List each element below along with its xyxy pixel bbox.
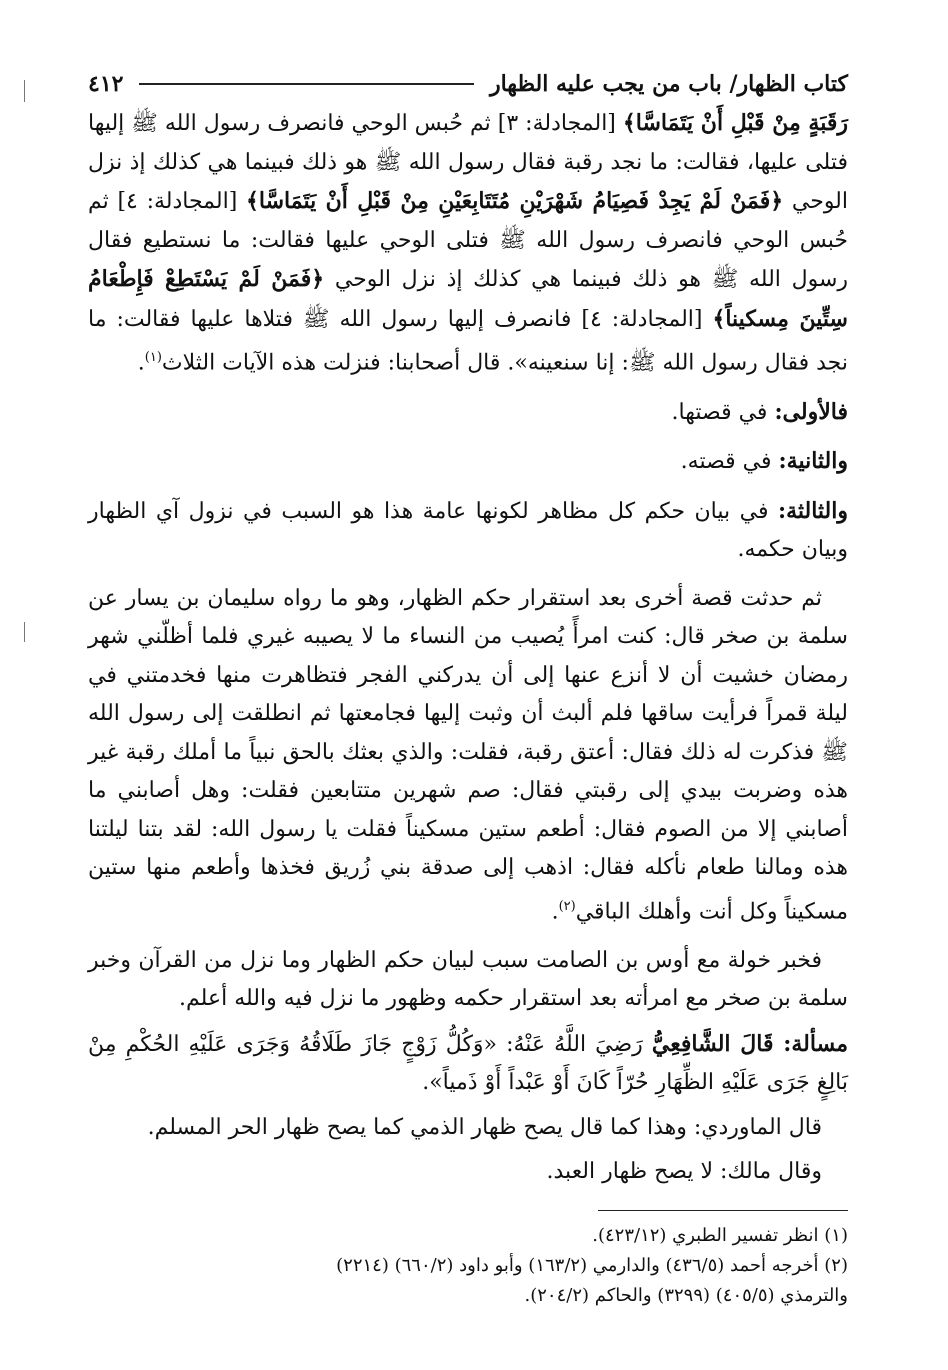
footnotes [88,1221,848,1311]
quran-quote-2: ﴿فَمَنْ لَمْ يَجِدْ فَصِيَامُ شَهْرَيْنِ مُتَتَابِعَيْنِ مِنْ قَبْلِ أَنْ يَتَمَاسَّا﴾ [246,188,784,214]
paragraph-salama-story [88,580,848,932]
paragraph-summary [88,942,848,1019]
margin-mark-middle [24,622,25,642]
running-title: كتاب الظهار/ باب من يجب عليه الظهار [489,71,848,97]
masala-text: رَضِيَ اللَّهُ عَنْهُ: «وَكُلُّ زَوْجٍ جَازَ طَلَاقُهُ وَجَرَى عَلَيْهِ الحُكْمِ مِنْ بَالِغٍ جَرَى عَلَيْهِ الظِّهَارِ حُرّاً كَانَ أَوْ عَبْداً أَوْ ذَمياً». [88,1031,848,1096]
paragraph-1-text-c: [المجادلة: ٤] فانصرف إليها رسول الله ﷺ فتلاها عليها فقالت: ما نجد فقال رسول الله ﷺ: إنا سنعينه». قال أصحابنا: فنزلت هذه الآيات الثلاث [88,306,848,376]
margin-mark-top [24,80,25,102]
second-text: في قصته. [680,449,779,475]
salama-story-text: ثم حدثت قصة أخرى بعد استقرار حكم الظهار، وهو ما رواه سليمان بن يسار عن سلمة بن صخر قال: كنت امرأً يُصيب من النساء ما لا يصيبه غيري فلما أظلّني شهر رمضان خشيت أن لا أنزع عنها إلى أن يدركني الفجر فتظاهرت منها فخدمتني في ليلة قمراً فرأيت ساقها فلم ألبث أن وثبت إليها فجامعتها ثم انطلقت إلى رسول الله ﷺ فذكرت له ذلك فقال: أعتق رقبة، فقلت: والذي بعثك بالحق نبياً ما أملك رقبة غير هذه وضربت بيدي إلى رقبتي فقال: صم شهرين متتابعين فقلت: وهل أصابني ما أصابني إلا من الصوم فقال: أطعم ستين مسكيناً فقلت يا رسول الله: لقد بتنا ليلتنا هذه ومالنا طعام نأكله فقال: اذهب إلى صدقة بني زُريق فخذها وأطعم منها ستين مسكيناً وكل أنت وأهلك الباقي [88,585,848,925]
footnote-2-line-1: (٢) أخرجه أحمد (٤٣٦/٥) والدارمي (١٦٣/٢) وأبو داود (٦٦٠/٢) (٢٢١٤) [336,1254,848,1276]
first-text: في قصتها. [671,399,775,425]
label-third: والثالثة: [777,497,848,524]
running-header [88,64,848,104]
paragraph-1 [88,104,848,383]
paragraph-1-text-a: [المجادلة: ٣] ثم حُبس الوحي فانصرف رسول الله ﷺ إليها فتلى عليها، فقالت: ما نجد رقبة فقال رسول الله ﷺ هو ذلك فبينما هي كذلك إذ نزل الوحي [88,111,848,214]
third-text: في بيان حكم كل مظاهر لكونها عامة هذا هو السبب في نزول آي الظهار وبيان حكمه. [88,498,848,563]
page-number: ٤١٢ [88,71,124,97]
paragraph-malik [88,1153,848,1192]
label-first: فالأولى: [774,398,848,425]
masala-label: مسألة: [783,1030,848,1057]
malik-text: وقال مالك: لا يصح ظهار العبد. [546,1159,822,1185]
quran-quote-1: رَقَبَةٍ مِنْ قَبْلِ أَنْ يَتَمَاسَّا﴾ [622,110,848,136]
salama-story-end: . [551,899,559,925]
paragraph-second [88,442,848,482]
paragraph-mawardi [88,1109,848,1148]
summary-text: فخبر خولة مع أوس بن الصامت سبب لبيان حكم الظهار وما نزل من القرآن وخبر سلمة بن صخر مع امرأته بعد استقرار حكمه وظهور ما نزل فيه والله أعلم. [88,947,848,1012]
quran-quote-3: ﴿فَمَنْ لَمْ يَسْتَطِعْ فَإِطْعَامُ سِتِّينَ مِسكيناً﴾ [88,266,848,332]
footnote-ref-2[interactable]: (٢) [558,898,576,914]
paragraph-first [88,393,848,433]
mawardi-text: قال الماوردي: وهذا كما قال يصح ظهار الذمي كما يصح ظهار الحر المسلم. [147,1114,822,1140]
page [88,64,848,1370]
paragraph-masala [88,1025,848,1103]
footnote-1: (١) انظر تفسير الطبري (٤٢٣/١٢). [592,1224,848,1246]
footnote-2-line-2: والترمذي (٤٠٥/٥) (٣٢٩٩) والحاكم (٢٠٤/٢). [524,1284,848,1306]
paragraph-third [88,492,848,570]
header-rule [139,83,474,85]
paragraph-1-text-b: [المجادلة: ٤] ثم حُبس الوحي فانصرف رسول الله ﷺ فتلى الوحي عليها فقالت: ما نستطيع فقال رسول الله ﷺ هو ذلك فبينما هي كذلك إذ نزل الوحي [88,189,848,292]
paragraph-1-end: . [137,350,145,376]
footnote-ref-1[interactable]: (١) [144,350,162,365]
main-text [88,104,848,1192]
footnote-separator [598,1210,848,1211]
label-second: والثانية: [778,448,848,475]
shafii-name: قَالَ الشَّافِعِيُّ [651,1030,784,1057]
